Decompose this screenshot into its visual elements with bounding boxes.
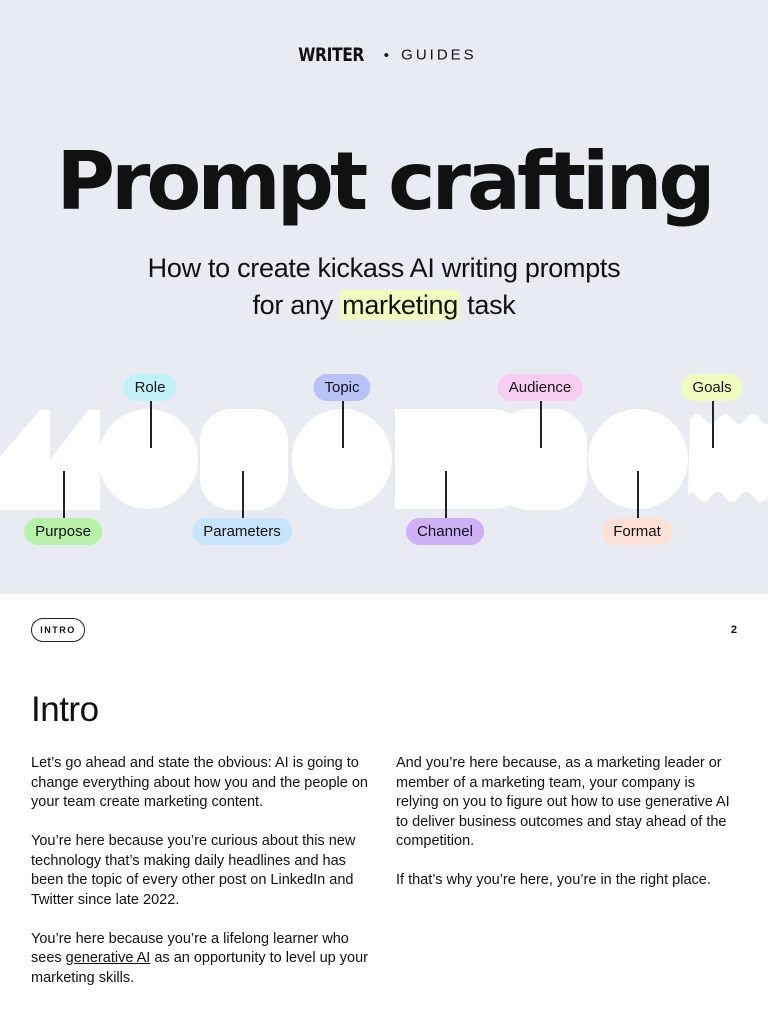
zigzag-shape: [0, 410, 100, 510]
cover-title: Prompt crafting: [56, 135, 712, 228]
paragraph-3-post: as an opportunity to level up your marketing skills.: [31, 950, 368, 986]
subtitle-line-2: [0, 287, 768, 324]
paragraph-3-pre: You’re here because you’re a lifelong learner who sees: [31, 930, 349, 966]
tag-audience: Audience: [498, 374, 583, 401]
tag-channel: Channel: [406, 518, 484, 545]
role-connector: [150, 400, 152, 448]
intro-paragraph-4: And you’re here because, as a marketing leader or member of a marketing team, your company is relying on you to figure out how to use generative AI to deliver business outcomes and stay ahead of the competition.: [396, 755, 730, 849]
guides-label[interactable]: GUIDES: [401, 46, 477, 64]
subtitle-line-1: How to create kickass AI writing prompts: [147, 253, 621, 283]
intro-page: [0, 594, 768, 1024]
subtitle-post: task: [459, 290, 516, 320]
subtitle-highlight: marketing: [342, 290, 458, 320]
cover-subtitle: [0, 250, 768, 324]
tag-role: Role: [124, 374, 177, 401]
intro-heading: Intro: [31, 690, 99, 729]
tag-format: Format: [602, 518, 672, 545]
audience-connector: [540, 400, 542, 448]
intro-left-column: [31, 754, 376, 1008]
channel-connector: [445, 471, 447, 519]
tag-purpose: Purpose: [24, 518, 102, 545]
tag-topic: Topic: [313, 374, 370, 401]
intro-paragraph-2: You’re here because you’re curious about this new technology that’s making daily headlines and has been the topic of every other post on LinkedIn and Twitter since late 2022.: [31, 833, 356, 908]
purpose-connector: [63, 471, 65, 519]
wavy-shape: [688, 414, 768, 502]
page-number: 2: [730, 624, 737, 636]
arch-shape: [200, 409, 288, 510]
goals-connector: [712, 400, 714, 448]
circle-shape: [98, 409, 198, 509]
parameters-connector: [242, 471, 244, 519]
intro-paragraph-5: If that’s why you’re here, you’re in the right place.: [396, 872, 711, 888]
topic-connector: [342, 400, 344, 448]
intro-right-column: [396, 754, 741, 910]
section-pill: INTRO: [31, 618, 85, 642]
format-connector: [637, 471, 639, 519]
brand-separator: •: [383, 46, 389, 64]
decorative-shape-band: [0, 405, 768, 510]
tag-parameters: Parameters: [192, 518, 292, 545]
generative-ai-link[interactable]: generative AI: [65, 950, 151, 966]
tag-goals: Goals: [681, 374, 742, 401]
brand-header: [0, 44, 768, 66]
intro-paragraph-3: [31, 930, 376, 989]
writer-logo[interactable]: WRITER: [298, 44, 365, 66]
subtitle-pre: for any: [252, 290, 341, 320]
intro-paragraph-1: Let’s go ahead and state the obvious: AI is going to change everything about how you and the people on your team create marketing content.: [31, 755, 368, 810]
